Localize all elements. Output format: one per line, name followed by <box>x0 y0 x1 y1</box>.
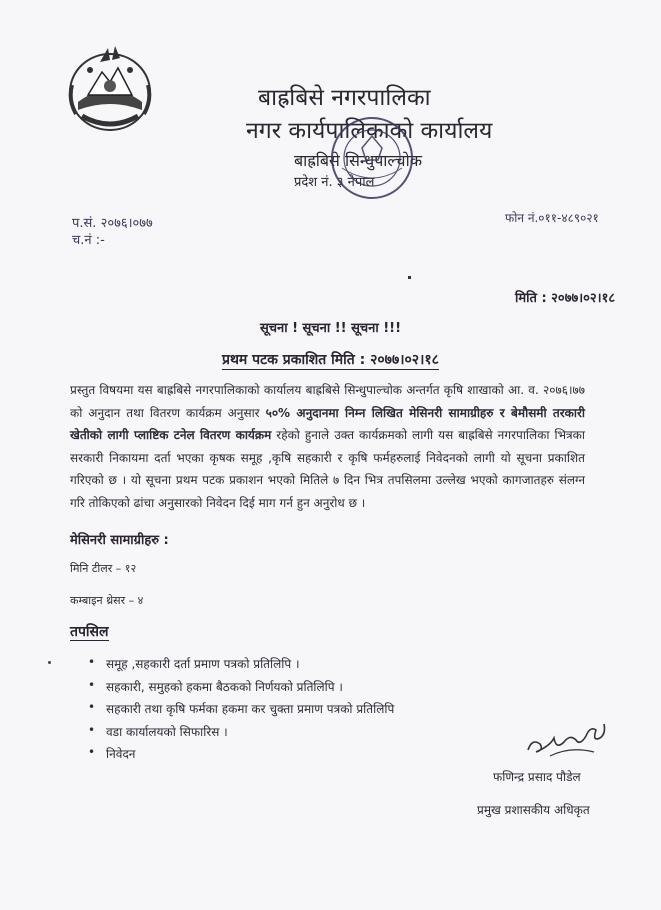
dispatch-number: च.नं :- <box>72 233 105 248</box>
ink-speck <box>408 276 411 279</box>
municipality-seal-icon <box>322 108 422 208</box>
body-part-1: प्रस्तुत विषयमा यस बाह्रबिसे नगरपालिकाको कार्यालय बाह्रबिसे सिन्धुपाल्चोक अन्तर्गत कृषि शाखाको आ. व. २०७६।७७ को अनुदान तथा वितरण कार्यक्रम अनुसार <box>70 383 585 420</box>
signatory-name: फणिन्द्र प्रसाद पौडेल <box>493 770 581 784</box>
machinery-item: कम्बाइन थ्रेसर – ४ <box>70 594 144 607</box>
ink-speck <box>48 661 51 664</box>
signatory-title: प्रमुख प्रशासकीय अधिकृत <box>477 803 590 817</box>
list-item: • वडा कार्यालयको सिफारिस । <box>88 723 394 746</box>
office-address: बाह्रबिसे सिन्धुपाल्चोक <box>294 151 423 170</box>
first-publication-date <box>0 350 661 369</box>
reference-block <box>72 215 153 249</box>
org-name: बाह्रबिसे नगरपालिका <box>258 85 431 111</box>
letter-number: प.सं. २०७६।०७७ <box>72 216 153 231</box>
machinery-item: मिनि टीलर – १२ <box>70 562 137 575</box>
machinery-heading: मेसिनरी सामाग्रीहरु : <box>70 533 169 548</box>
nepal-emblem-icon <box>60 40 160 140</box>
first-publication-text: प्रथम पटक प्रकाशित मिति : २०७७।०२।१८ <box>222 352 439 368</box>
notice-heading: सूचना ! सूचना !! सूचना !!! <box>259 321 402 336</box>
issue-date: मिति : २०७७।०२।१८ <box>515 291 616 306</box>
list-item: • निवेदन <box>88 745 394 768</box>
tapsil-heading-text: तपसिल <box>70 624 109 640</box>
province: प्रदेश नं. ३ नेपाल <box>294 175 375 190</box>
list-item: • समूह ,सहकारी दर्ता प्रमाण पत्रको प्रतिलिपि । <box>88 655 394 678</box>
list-item: • सहकारी तथा कृषि फर्मका हकमा कर चुक्ता प्रमाण पत्रको प्रतिलिपि <box>88 700 394 723</box>
notice-body <box>70 379 585 515</box>
office-name: नगर कार्यपालिकाको कार्यालय <box>246 118 493 144</box>
signature-icon <box>520 716 610 764</box>
phone-number: फोन नं.०११-४८९०२१ <box>505 211 599 225</box>
body-bold-part: ५०% अनुदानमा निम्न लिखित मेसिनरी सामाग्रीहरु र बेमौसमी तरकारी खेतीको लागी प्लाष्टिक टनेल वितरण कार्यक्रम <box>70 405 586 443</box>
required-documents-list <box>88 655 394 768</box>
list-item: • सहकारी, समुहको हकमा बैठकको निर्णयको प्रतिलिपि । <box>88 678 394 701</box>
body-part-2: रहेको हुनाले उक्त कार्यक्रमको लागी यस बाह्रबिसे नगरपालिका भित्रका सरकारी निकायमा दर्ता भएका कृषक समूह ,कृषि सहकारी र कृषि फर्महरुलाई निवेदनको लागी यो सूचना प्रकाशित गरिएको छ । यो सूचना प्रथम पटक प्रकाशन भएको मितिले ७ दिन भित्र तपसिलमा उल्लेख भएको कागजातहरु संलग्न गरि तोकिएको ढांचा अनुसारको निवेदन दिई माग गर्न हुन अनुरोध छ । <box>70 428 585 510</box>
tapsil-heading <box>70 622 109 641</box>
